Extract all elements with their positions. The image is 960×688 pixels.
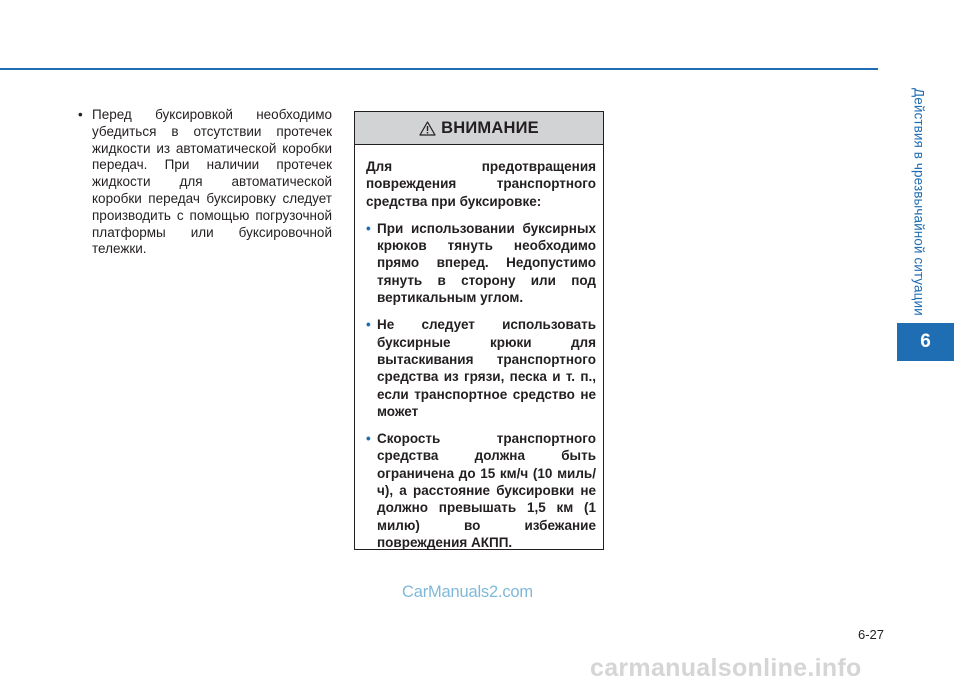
warning-item-text: Скорость транспортного средства должна быть ограничена до 15 км/ч (10 миль/ч), а расстояние буксировки не должно превышать 1,5 км (1 милю) во избежание повреждения АКПП. xyxy=(377,431,596,550)
warning-list-item xyxy=(366,220,596,306)
bullet-item xyxy=(78,107,332,258)
warning-list-item xyxy=(366,316,596,420)
page-number: 6-27 xyxy=(857,627,884,642)
bullet-text: Перед буксировкой необходимо убедиться в отсутствии протечек жидкости из автоматической коробки передач. При наличии протечек жидкости для автоматической коробки передач буксировку следует производить с помощью погрузочной платформы или буксировочной тележки. xyxy=(92,107,332,257)
warning-item-text: При использовании буксирных крюков тянуть необходимо прямо вперед. Недопустимо тянуть в сторону или под вертикальным углом. xyxy=(377,220,596,306)
carmanuals-watermark[interactable]: CarManuals2.com xyxy=(402,583,533,601)
bullet-dot-icon: • xyxy=(366,220,371,236)
warning-intro: Для предотвращения повреждения транспортного средства при буксировке: xyxy=(366,159,596,209)
warning-item-text: Не следует использовать буксирные крюки для вытаскивания транспортного средства из грязи, песка и т. п., если транспортное средство не может xyxy=(377,317,596,419)
warning-body xyxy=(355,145,603,551)
main-text-column xyxy=(78,107,332,258)
top-rule xyxy=(0,68,878,70)
warning-header xyxy=(355,112,603,145)
section-side-title xyxy=(899,88,939,320)
warning-triangle-icon xyxy=(419,121,436,136)
warning-box xyxy=(354,111,604,550)
chapter-tab[interactable] xyxy=(897,323,954,361)
bullet-dot-icon: • xyxy=(366,431,371,447)
warning-list-item xyxy=(366,430,596,551)
section-title-text: Действия в чрезвычайной ситуации xyxy=(911,88,927,316)
chapter-number: 6 xyxy=(920,331,931,352)
bullet-dot-icon: • xyxy=(366,317,371,333)
warning-list xyxy=(366,220,596,551)
warning-title: ВНИМАНИЕ xyxy=(441,118,539,137)
bullet-dot-icon: • xyxy=(78,107,83,122)
footer-watermark: carmanualsonline.info xyxy=(590,654,862,682)
